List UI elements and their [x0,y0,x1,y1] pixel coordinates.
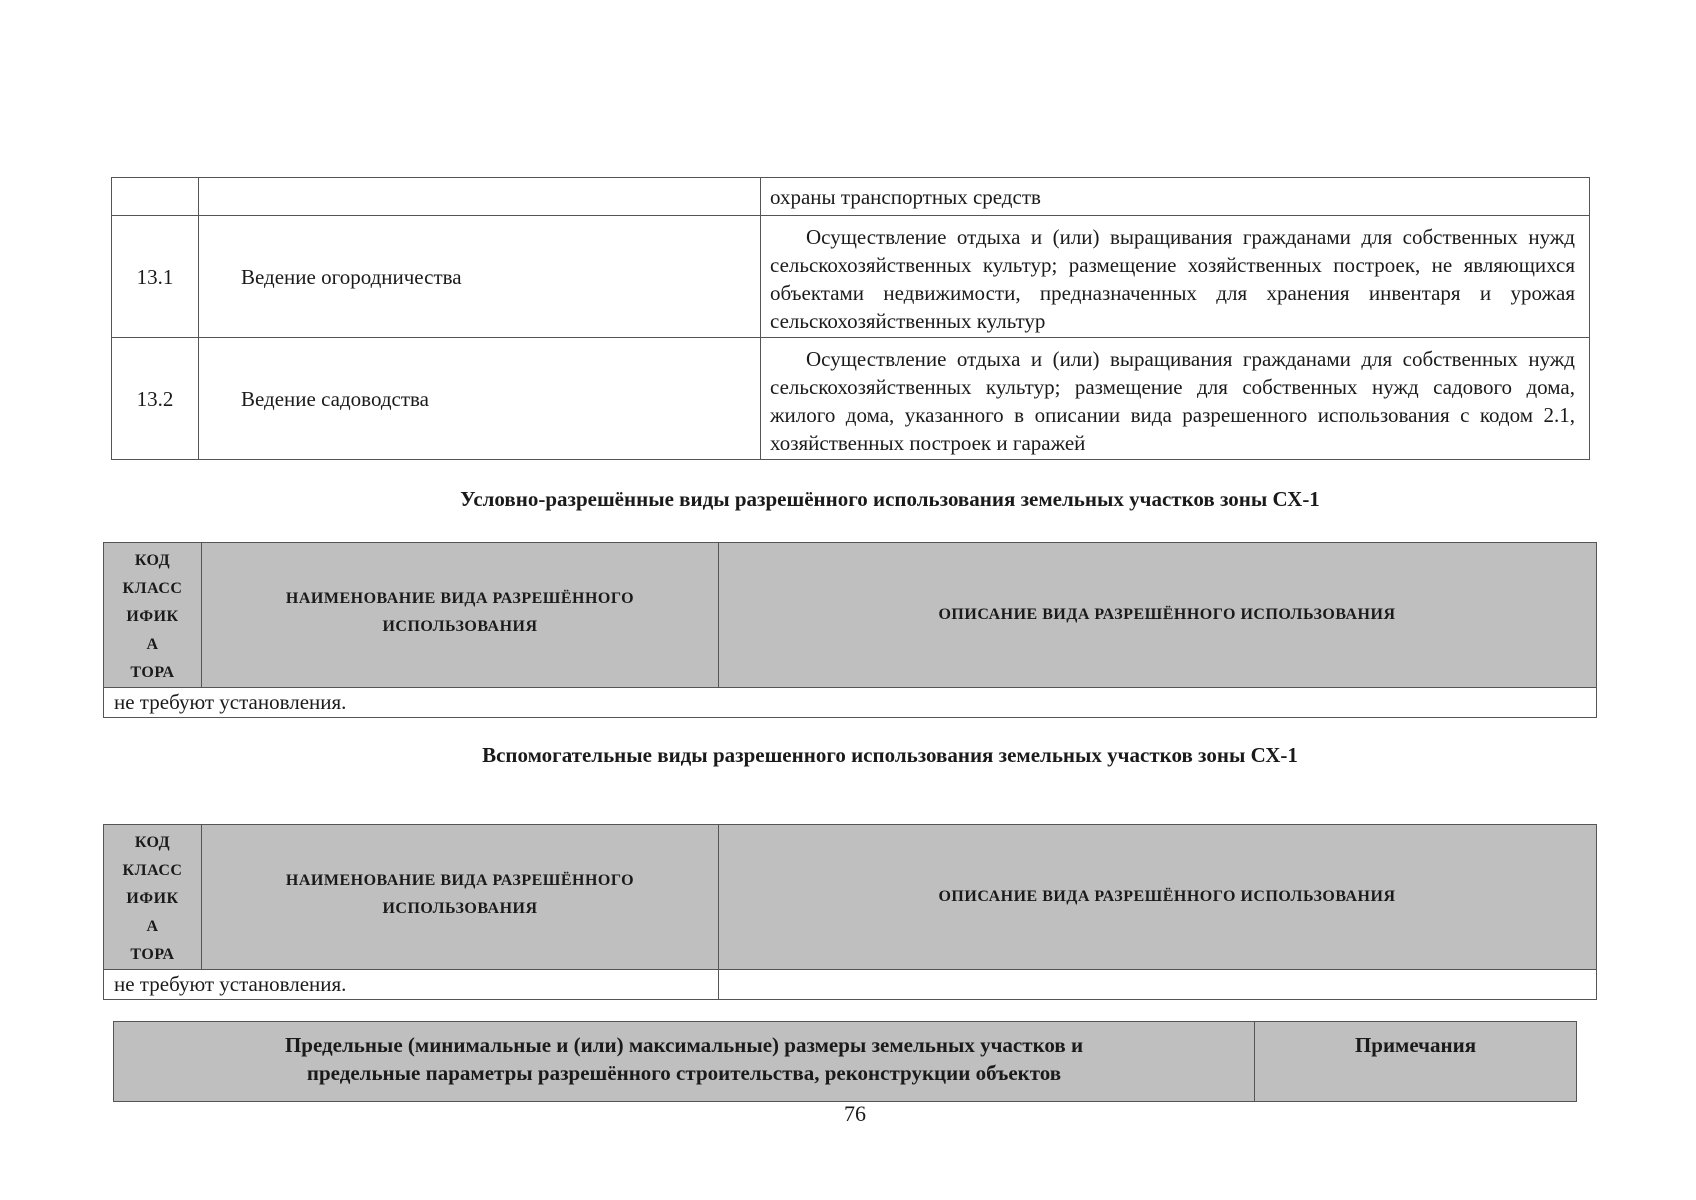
header-name [202,825,719,970]
name-cell: Ведение садоводства [199,338,761,460]
name-cell [199,178,761,216]
table-row [112,178,1590,216]
auxiliary-section-title: Вспомогательные виды разрешенного использования земельных участков зоны СХ-1 [482,743,1298,767]
table-row [104,688,1597,718]
code-cell [112,178,199,216]
description-text: охраны транспортных средств [770,184,1041,209]
header-code [104,825,202,970]
table-header-row [104,825,1597,970]
empty-cell [719,970,1597,1000]
limits-table [113,1021,1577,1102]
code-cell: 13.2 [112,338,199,460]
header-name-text: НАИМЕНОВАНИЕ ВИДА РАЗРЕШЁННОГО ИСПОЛЬЗОВАНИЯ [285,589,635,635]
description-text: Осуществление отдыха и (или) выращивания гражданами для собственных нужд сельскохозяйственных культур; размещение для собственных нужд садового дома, жилого дома, указанного в описании вида разрешенного использования с кодом 2.1, хозяйственных построек и гаражей [770,346,1575,455]
auxiliary-uses-table [103,824,1597,1000]
land-use-table-continuation [111,177,1590,460]
table-row [112,338,1590,460]
header-limits [114,1022,1255,1102]
header-description: ОПИСАНИЕ ВИДА РАЗРЕШЁННОГО ИСПОЛЬЗОВАНИЯ [719,543,1597,688]
header-name [202,543,719,688]
header-code [104,543,202,688]
description-text: Осуществление отдыха и (или) выращивания гражданами для собственных нужд сельскохозяйственных культур; размещение хозяйственных построек, не являющихся объектами недвижимости, предназначенных для хранения инвентаря и урожая сельскохозяйственных культур [770,224,1575,333]
code-cell: 13.1 [112,216,199,338]
table-header-row [114,1022,1577,1102]
page-number: 76 [844,1101,866,1126]
header-limits-text: Предельные (минимальные и (или) максимальные) размеры земельных участков и предельные параметры разрешённого строительства, реконструкции объектов [284,1033,1084,1085]
table-row [104,970,1597,1000]
note-cell: не требуют установления. [104,970,719,1000]
header-name-text: НАИМЕНОВАНИЕ ВИДА РАЗРЕШЁННОГО ИСПОЛЬЗОВАНИЯ [285,871,635,917]
header-code-text: КОД КЛАСС ИФИК А ТОРА [122,552,183,681]
description-cell [761,178,1590,216]
header-notes: Примечания [1255,1022,1577,1102]
description-cell [761,216,1590,338]
conditional-uses-table [103,542,1597,718]
note-cell: не требуют установления. [104,688,1597,718]
name-cell: Ведение огородничества [199,216,761,338]
conditional-section-title: Условно-разрешённые виды разрешённого использования земельных участков зоны СХ-1 [460,487,1320,511]
table-row [112,216,1590,338]
table-header-row [104,543,1597,688]
header-description: ОПИСАНИЕ ВИДА РАЗРЕШЁННОГО ИСПОЛЬЗОВАНИЯ [719,825,1597,970]
description-cell [761,338,1590,460]
header-code-text: КОД КЛАСС ИФИК А ТОРА [122,834,183,963]
